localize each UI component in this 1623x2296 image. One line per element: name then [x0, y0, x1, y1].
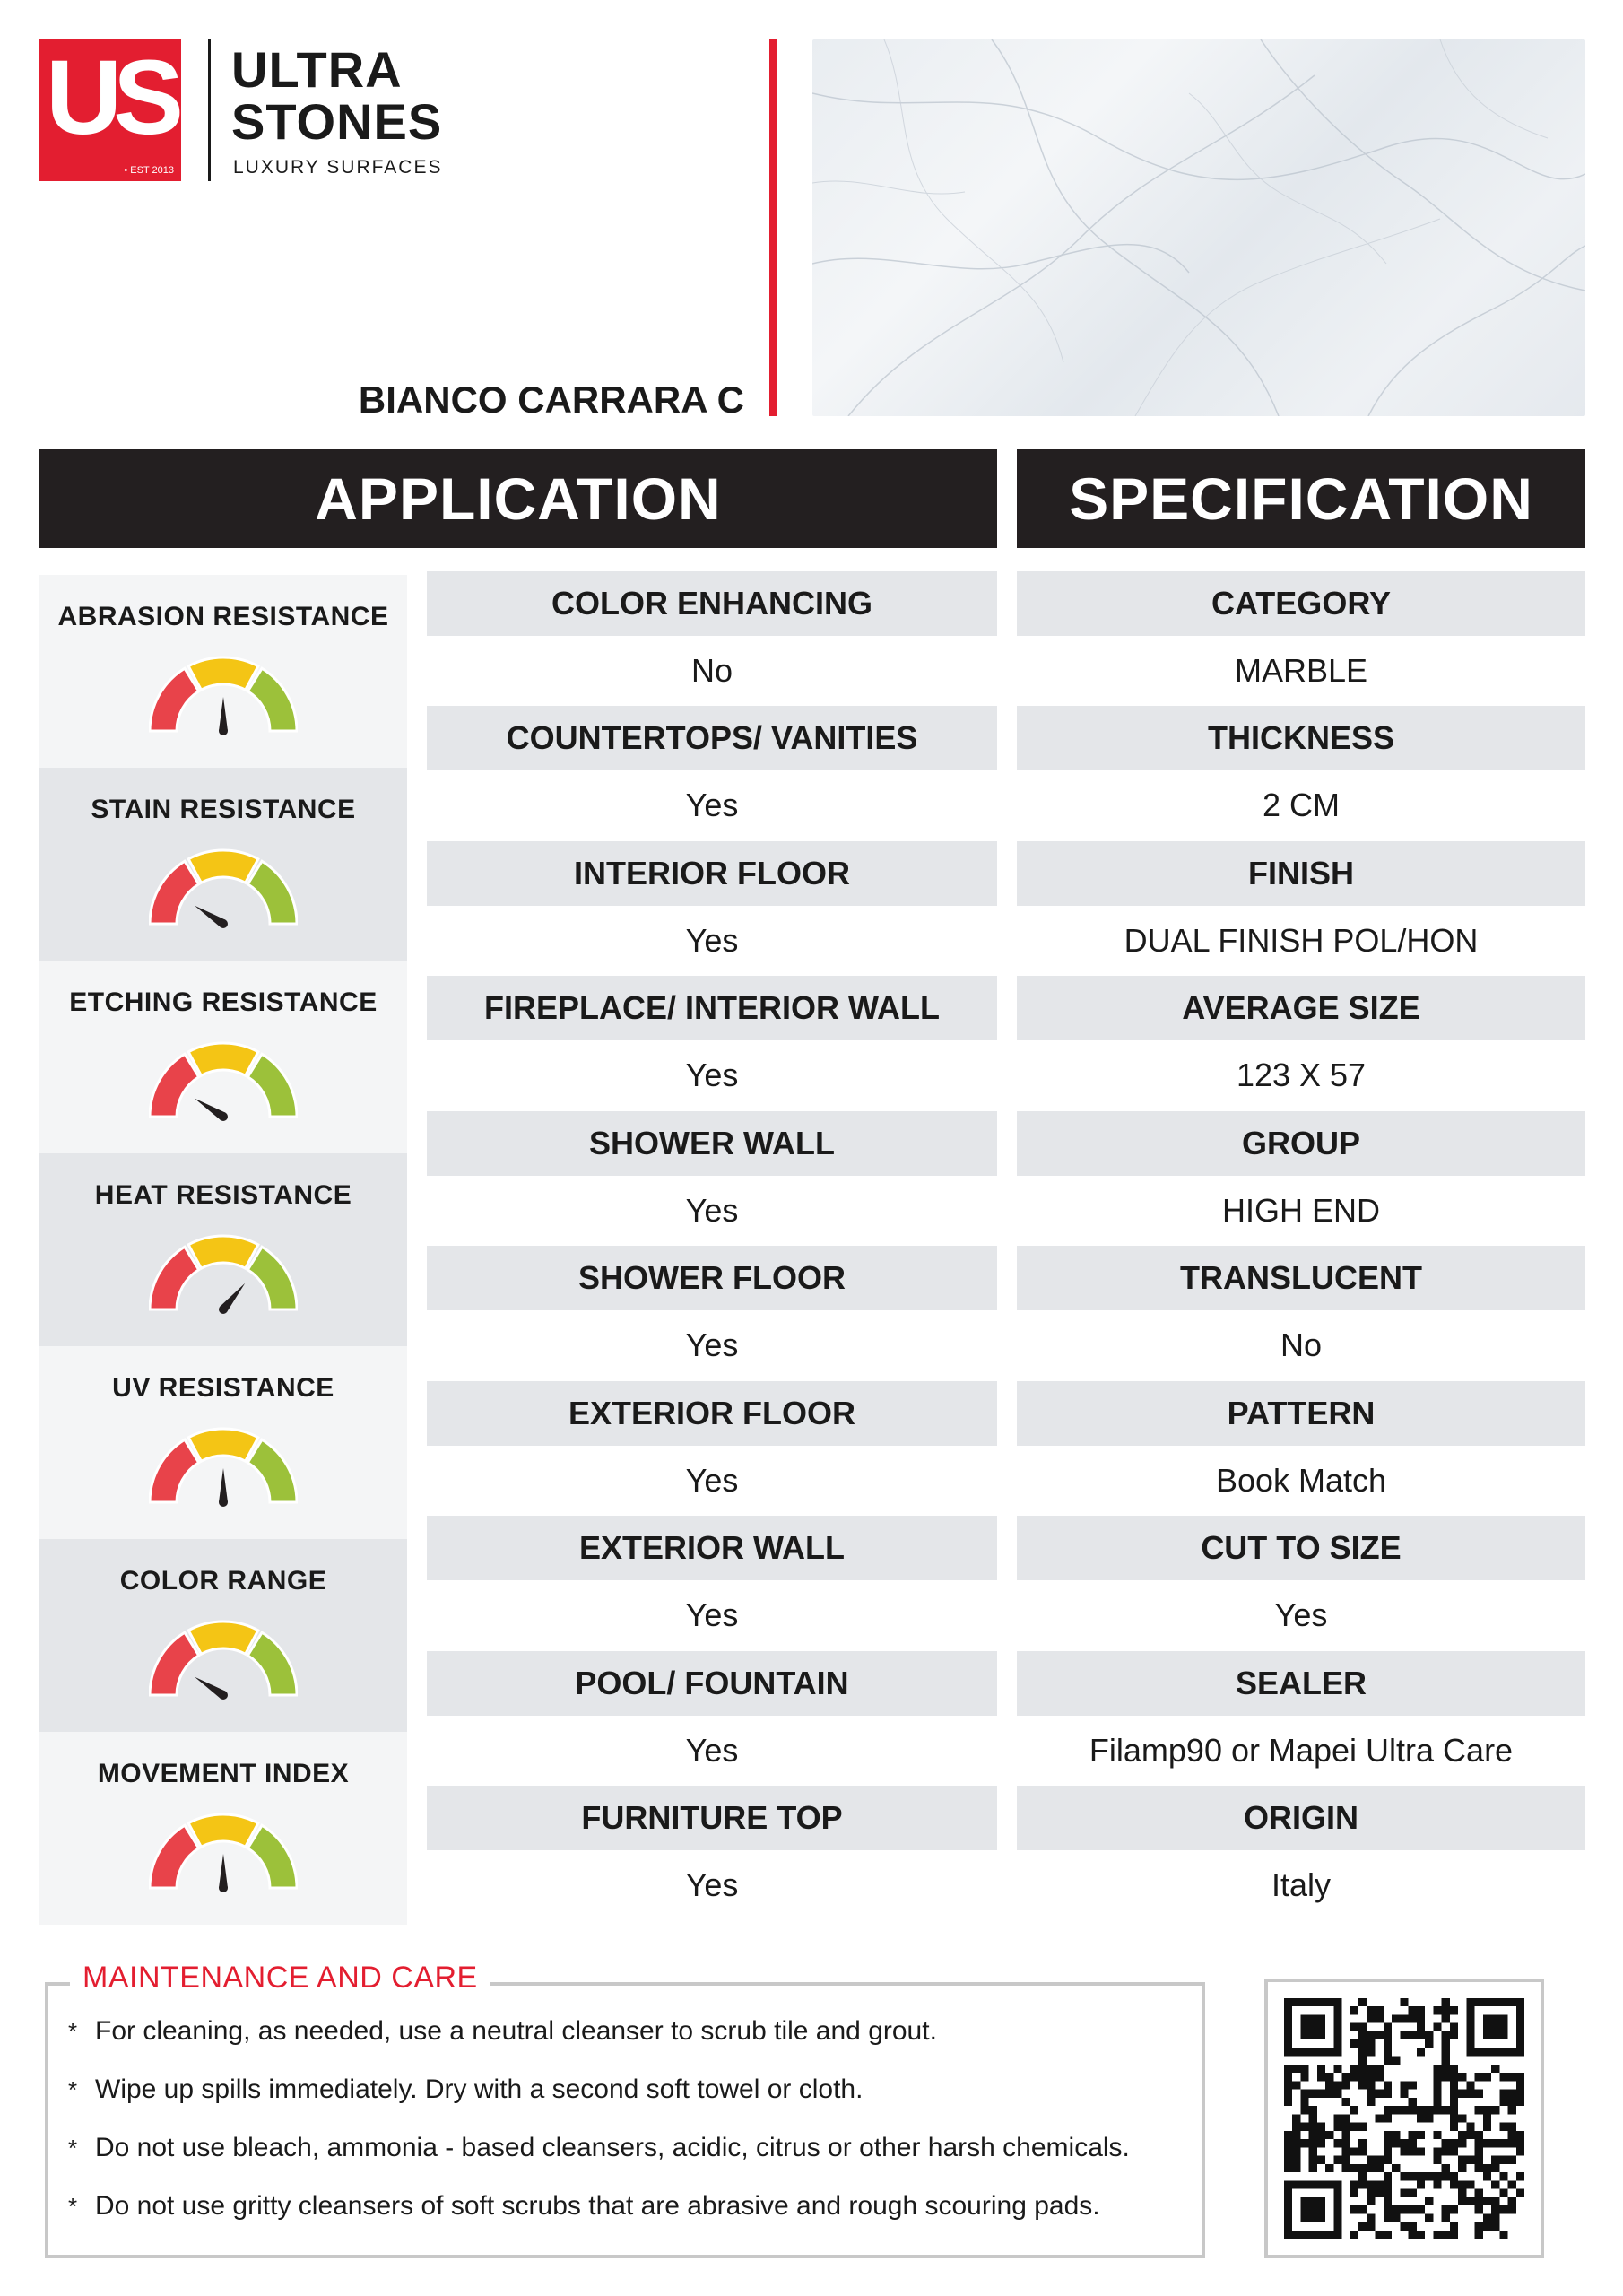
application-value: Yes — [685, 787, 739, 823]
application-label: COLOR ENHANCING — [427, 571, 997, 636]
gauge-label: UV RESISTANCE — [112, 1373, 334, 1403]
spec-value: HIGH END — [1221, 1192, 1380, 1229]
gauge-yellow-segment — [188, 850, 258, 883]
application-label: SHOWER FLOOR — [427, 1246, 997, 1310]
gauge-hub — [219, 1691, 228, 1700]
maintenance-text: Do not use bleach, ammonia - based cleansers, acidic, citrus or other harsh chemicals. — [95, 2133, 1130, 2162]
maintenance-text: Wipe up spills immediately. Dry with a second soft towel or cloth. — [95, 2074, 864, 2104]
spec-value: No — [1280, 1326, 1323, 1363]
gauge-hub — [219, 1305, 228, 1314]
gauge-movement-index — [39, 1732, 407, 1925]
gauge-hub — [219, 1112, 228, 1121]
application-value: Yes — [685, 1732, 739, 1769]
gauge-icon — [149, 1427, 298, 1508]
product-name: BIANCO CARRARA C — [358, 378, 744, 421]
spec-value: Yes — [1274, 1596, 1328, 1633]
spec-value: DUAL FINISH POL/HON — [1124, 922, 1479, 959]
application-label: COUNTERTOPS/ VANITIES — [427, 706, 997, 770]
gauge-green-segment — [247, 1825, 297, 1888]
maintenance-item — [68, 2016, 937, 2047]
stone-sample-image — [812, 39, 1585, 416]
application-label: POOL/ FOUNTAIN — [427, 1651, 997, 1716]
spec-label: ORIGIN — [1017, 1786, 1585, 1850]
gauge-etching-resistance — [39, 961, 407, 1153]
application-label: EXTERIOR FLOOR — [427, 1381, 997, 1446]
gauge-green-segment — [247, 1632, 297, 1695]
spec-label: AVERAGE SIZE — [1017, 976, 1585, 1040]
spec-label: CUT TO SIZE — [1017, 1516, 1585, 1580]
spec-value: Italy — [1271, 1866, 1332, 1903]
maintenance-text: Do not use gritty cleansers of soft scrubs that are abrasive and rough scouring pads. — [95, 2191, 1100, 2221]
spec-value: 123 X 57 — [1236, 1057, 1367, 1093]
gauge-icon — [149, 656, 298, 736]
brand-tagline: LUXURY SURFACES — [233, 157, 443, 178]
gauge-stain-resistance — [39, 768, 407, 961]
gauge-yellow-segment — [188, 657, 258, 690]
gauge-needle — [219, 1468, 228, 1502]
brand-name-line2: STONES — [231, 93, 443, 150]
header-accent-line — [769, 39, 777, 416]
gauge-label: MOVEMENT INDEX — [97, 1759, 350, 1788]
gauge-icon — [149, 1234, 298, 1315]
application-label: EXTERIOR WALL — [427, 1516, 997, 1580]
gauge-hub — [219, 919, 228, 928]
gauge-yellow-segment — [188, 1622, 258, 1654]
bullet-star-icon: * — [68, 2076, 78, 2103]
gauge-hub — [219, 1883, 228, 1892]
marble-veins — [812, 39, 1585, 416]
spec-label: PATTERN — [1017, 1381, 1585, 1446]
application-label: INTERIOR FLOOR — [427, 841, 997, 906]
gauge-yellow-segment — [188, 1429, 258, 1461]
gauge-label: HEAT RESISTANCE — [94, 1180, 352, 1210]
gauge-red-segment — [150, 1247, 199, 1309]
maintenance-text: For cleaning, as needed, use a neutral cleanser to scrub tile and grout. — [95, 2016, 937, 2046]
maintenance-title: MAINTENANCE AND CARE — [70, 1961, 490, 1996]
gauge-label: ETCHING RESISTANCE — [69, 987, 378, 1017]
gauge-yellow-segment — [188, 1814, 258, 1847]
brand-name-line1: ULTRA — [231, 41, 403, 98]
maintenance-item — [68, 2074, 863, 2105]
maintenance-item — [68, 2133, 1130, 2163]
gauge-heat-resistance — [39, 1153, 407, 1346]
logo-divider — [208, 39, 211, 181]
application-value: Yes — [685, 1057, 739, 1093]
application-value: Yes — [685, 1192, 739, 1229]
application-label: SHOWER WALL — [427, 1111, 997, 1176]
spec-label: CATEGORY — [1017, 571, 1585, 636]
application-value: Yes — [685, 1326, 739, 1363]
spec-label: GROUP — [1017, 1111, 1585, 1176]
application-value: No — [690, 652, 733, 689]
gauge-green-segment — [247, 1054, 297, 1117]
bullet-star-icon: * — [68, 2193, 78, 2220]
spec-value: Book Match — [1215, 1462, 1387, 1499]
application-label: FURNITURE TOP — [427, 1786, 997, 1850]
gauge-yellow-segment — [188, 1236, 258, 1268]
application-value: Yes — [685, 1866, 739, 1903]
bullet-star-icon: * — [68, 2018, 78, 2045]
gauge-label: STAIN RESISTANCE — [91, 795, 356, 824]
gauge-red-segment — [150, 1825, 199, 1888]
gauge-icon — [149, 848, 298, 929]
brand-monogram: US — [46, 39, 175, 157]
gauge-green-segment — [247, 861, 297, 924]
gauge-green-segment — [247, 1247, 297, 1309]
qr-code[interactable] — [1264, 1979, 1544, 2258]
application-header: APPLICATION — [39, 449, 997, 548]
gauge-icon — [149, 1041, 298, 1122]
gauge-red-segment — [150, 1439, 199, 1502]
gauge-color-range — [39, 1539, 407, 1732]
gauge-uv-resistance — [39, 1346, 407, 1539]
application-value: Yes — [685, 1596, 739, 1633]
gauge-hub — [219, 1498, 228, 1507]
spec-value: Filamp90 or Mapei Ultra Care — [1089, 1732, 1514, 1769]
spec-value: MARBLE — [1234, 652, 1368, 689]
gauge-red-segment — [150, 861, 199, 924]
gauge-icon — [149, 1813, 298, 1893]
application-value: Yes — [685, 1462, 739, 1499]
application-value: Yes — [685, 922, 739, 959]
gauge-icon — [149, 1620, 298, 1700]
spec-label: SEALER — [1017, 1651, 1585, 1716]
gauge-needle — [219, 1854, 228, 1888]
maintenance-item — [68, 2191, 1100, 2222]
brand-logo — [39, 39, 181, 181]
gauge-label: ABRASION RESISTANCE — [57, 602, 389, 631]
gauge-yellow-segment — [188, 1043, 258, 1075]
spec-value: 2 CM — [1262, 787, 1340, 823]
qr-modules — [1284, 1998, 1524, 2239]
spec-label: TRANSLUCENT — [1017, 1246, 1585, 1310]
spec-label: FINISH — [1017, 841, 1585, 906]
gauge-needle — [219, 697, 228, 731]
bullet-star-icon: * — [68, 2135, 78, 2161]
brand-est: • EST 2013 — [124, 165, 174, 176]
gauge-red-segment — [150, 1632, 199, 1695]
spec-label: THICKNESS — [1017, 706, 1585, 770]
application-label: FIREPLACE/ INTERIOR WALL — [427, 976, 997, 1040]
gauge-green-segment — [247, 1439, 297, 1502]
gauge-red-segment — [150, 668, 199, 731]
gauge-label: COLOR RANGE — [119, 1566, 327, 1596]
gauge-green-segment — [247, 668, 297, 731]
gauge-red-segment — [150, 1054, 199, 1117]
gauge-abrasion-resistance — [39, 575, 407, 768]
specification-header: SPECIFICATION — [1017, 449, 1585, 548]
gauge-hub — [219, 726, 228, 735]
qr-code-icon — [1284, 1998, 1524, 2239]
